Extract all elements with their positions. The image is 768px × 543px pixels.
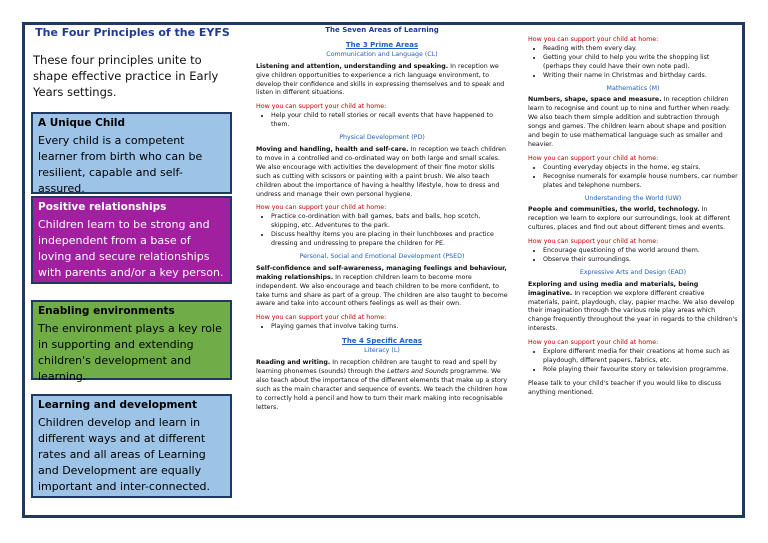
literacy-support-heading: How you can support your child at home: (528, 36, 659, 43)
principles-column (31, 26, 234, 100)
ead-list (528, 348, 738, 375)
list-item: • Counting everyday objects in the home, eg stairs. (543, 164, 738, 173)
pd-list (256, 213, 508, 249)
uw-paragraph (528, 206, 738, 233)
list-item: • Observe their surroundings. (543, 256, 738, 265)
enabling-environments-body: The environment plays a key role in supporting and extending children's development and learning. (38, 322, 222, 383)
list-item: • Discuss healthy items you are placing in their lunchboxes and practice dressing and undressing to prepare the children for PE. (271, 231, 508, 249)
learning-development-box (31, 394, 232, 498)
maths-list (528, 164, 738, 191)
psed-title: Personal, Social and Emotional Development (PSED) (299, 252, 465, 260)
literacy-text-1: In reception children are taught to read and spell by learning phonemes (sounds) through the (256, 359, 497, 375)
psed-list (256, 323, 508, 332)
uw-title: Understanding the World (UW) (584, 194, 682, 202)
uw-text: In reception we learn to explore our surroundings, look at different cultures, places and find out about different times and events. (528, 206, 731, 232)
list-item: • Practice co-ordination with ball games, bats and balls, hop scotch, skipping, etc. Adventures to the park. (271, 213, 508, 231)
learning-development-title: Learning and development (38, 399, 198, 411)
unique-child-title: A Unique Child (38, 117, 126, 129)
cl-list (256, 112, 508, 130)
ead-text: In reception we explore different creative materials, paint, playdough, clay, papier mache. We also develop their imagination through the various role play areas which change frequently throughout the year in regards to the children's interests. (528, 289, 738, 333)
literacy-bold: Reading and writing. (256, 359, 331, 366)
literacy-title: Literacy (L) (364, 347, 400, 355)
positive-relationships-box (31, 196, 232, 284)
psed-text: In reception children learn to become more independent. We also encourage and teach children to be more confident, to take turns and share as part of a group. The children are also taught to become aware and take into account others feelings as well as their own. (256, 273, 508, 308)
uw-list (528, 247, 738, 265)
specific-areas-heading: The 4 Specific Areas (342, 337, 422, 346)
cl-paragraph (256, 63, 508, 99)
literacy-paragraph (256, 359, 508, 412)
maths-bold: Numbers, shape, space and measure. (528, 96, 662, 104)
list-item: • Help your child to retell stories or recall events that have happened to them. (271, 112, 508, 130)
uw-support-heading: How you can support your child at home: (528, 238, 659, 246)
pd-paragraph (256, 146, 508, 199)
psed-support-heading: How you can support your child at home: (256, 314, 387, 322)
ead-bold: Exploring and using media and materials, being imaginative. (528, 280, 699, 297)
ead-paragraph (528, 281, 738, 334)
principles-intro: These four principles unite to shape effective practice in Early Years settings. (33, 53, 219, 99)
areas-column (256, 26, 508, 412)
enabling-environments-box (31, 300, 232, 383)
uw-bold: People and communities, the world, technology. (528, 206, 700, 214)
psed-paragraph (256, 265, 508, 310)
list-item: • Encourage questioning of the world around them. (543, 247, 738, 256)
maths-title: Mathematics (M) (606, 84, 660, 92)
enabling-environments-title: Enabling environments (38, 305, 175, 317)
cl-support-heading: How you can support your child at home: (256, 103, 387, 111)
learning-development-body: Children develop and learn in different ways and at different rates and all areas of Learning and Development are equally important and inter-connected. (38, 416, 211, 493)
positive-relationships-title: Positive relationships (38, 201, 167, 213)
maths-text: In reception children learn to recognise and count up to nine and further when ready. We also teach them simple addition and subtraction through songs and games. The children learn about shape and position and begin to use mathematical language such as smaller and heavier. (528, 96, 730, 148)
areas-heading: The Seven Areas of Learning (325, 26, 439, 34)
literacy-italic: Letters and Sounds (387, 367, 449, 375)
unique-child-box (31, 112, 232, 194)
list-item: • Reading with them every day. (543, 45, 738, 54)
principles-title: The Four Principles of the EYFS (35, 26, 230, 39)
list-item: • Getting your child to help you write the shopping list (perhaps they could have their own note pad). (543, 54, 738, 72)
unique-child-body: Every child is a competent learner from birth who can be resilient, capable and self-assured. (38, 134, 203, 195)
pd-support-heading: How you can support your child at home: (256, 204, 387, 212)
maths-paragraph (528, 96, 738, 149)
pd-bold: Moving and handling, health and self-care. (256, 145, 409, 153)
positive-relationships-body: Children learn to be strong and independent from a base of loving and secure relationships with parents and/or a key person. (38, 218, 224, 279)
closing-note: Please talk to your child's teacher if you would like to discuss anything mentioned. (528, 379, 722, 396)
pd-text: In reception we teach children to move in a controlled and co-ordinated way on both large and small scales. We also encourage with activities the development of their fine motor skills such as cutting with scissors or painting with a paint brush. We also teach children about the importance of having a healthy lifestyle, how to dress and undress and manage their own personal hygiene. (256, 145, 507, 198)
pd-title: Physical Development (PD) (339, 134, 425, 142)
list-item: • Playing games that involve taking turns. (271, 323, 508, 332)
list-item: • Recognise numerals for example house numbers, car number plates and telephone numbers. (543, 173, 738, 191)
list-item: • Writing their name in Christmas and birthday cards. (543, 72, 738, 81)
prime-areas-heading: The 3 Prime Areas (345, 40, 419, 49)
cl-title: Communication and Language (CL) (326, 50, 438, 58)
literacy-text-2: programme. We also teach about the importance of the different elements that make up a story such as the main character and sequence of events. We teach the children how to correctly hold a pencil and how to turn their mark making into recognisable letters. (256, 367, 508, 411)
list-item: • Role playing their favourite story or television programme. (543, 366, 738, 375)
cl-text: In reception we give children opportunities to experience a rich language environment, to develop their confidence and skills in expressing themselves and to speak and listen in different situations. (256, 62, 505, 97)
literacy-list (528, 45, 738, 81)
maths-support-heading: How you can support your child at home: (528, 154, 659, 162)
cl-bold: Listening and attention, understanding and speaking. (256, 62, 449, 70)
support-column (528, 36, 738, 398)
list-item: • Explore different media for their creations at home such as playdough, different papers, fabrics, etc. (543, 348, 738, 366)
ead-support-heading: How you can support your child at home: (528, 339, 659, 347)
ead-title: Expressive Arts and Design (EAD) (579, 268, 687, 276)
psed-bold: Self-confidence and self-awareness, managing feelings and behaviour, making relationships. (256, 264, 507, 281)
